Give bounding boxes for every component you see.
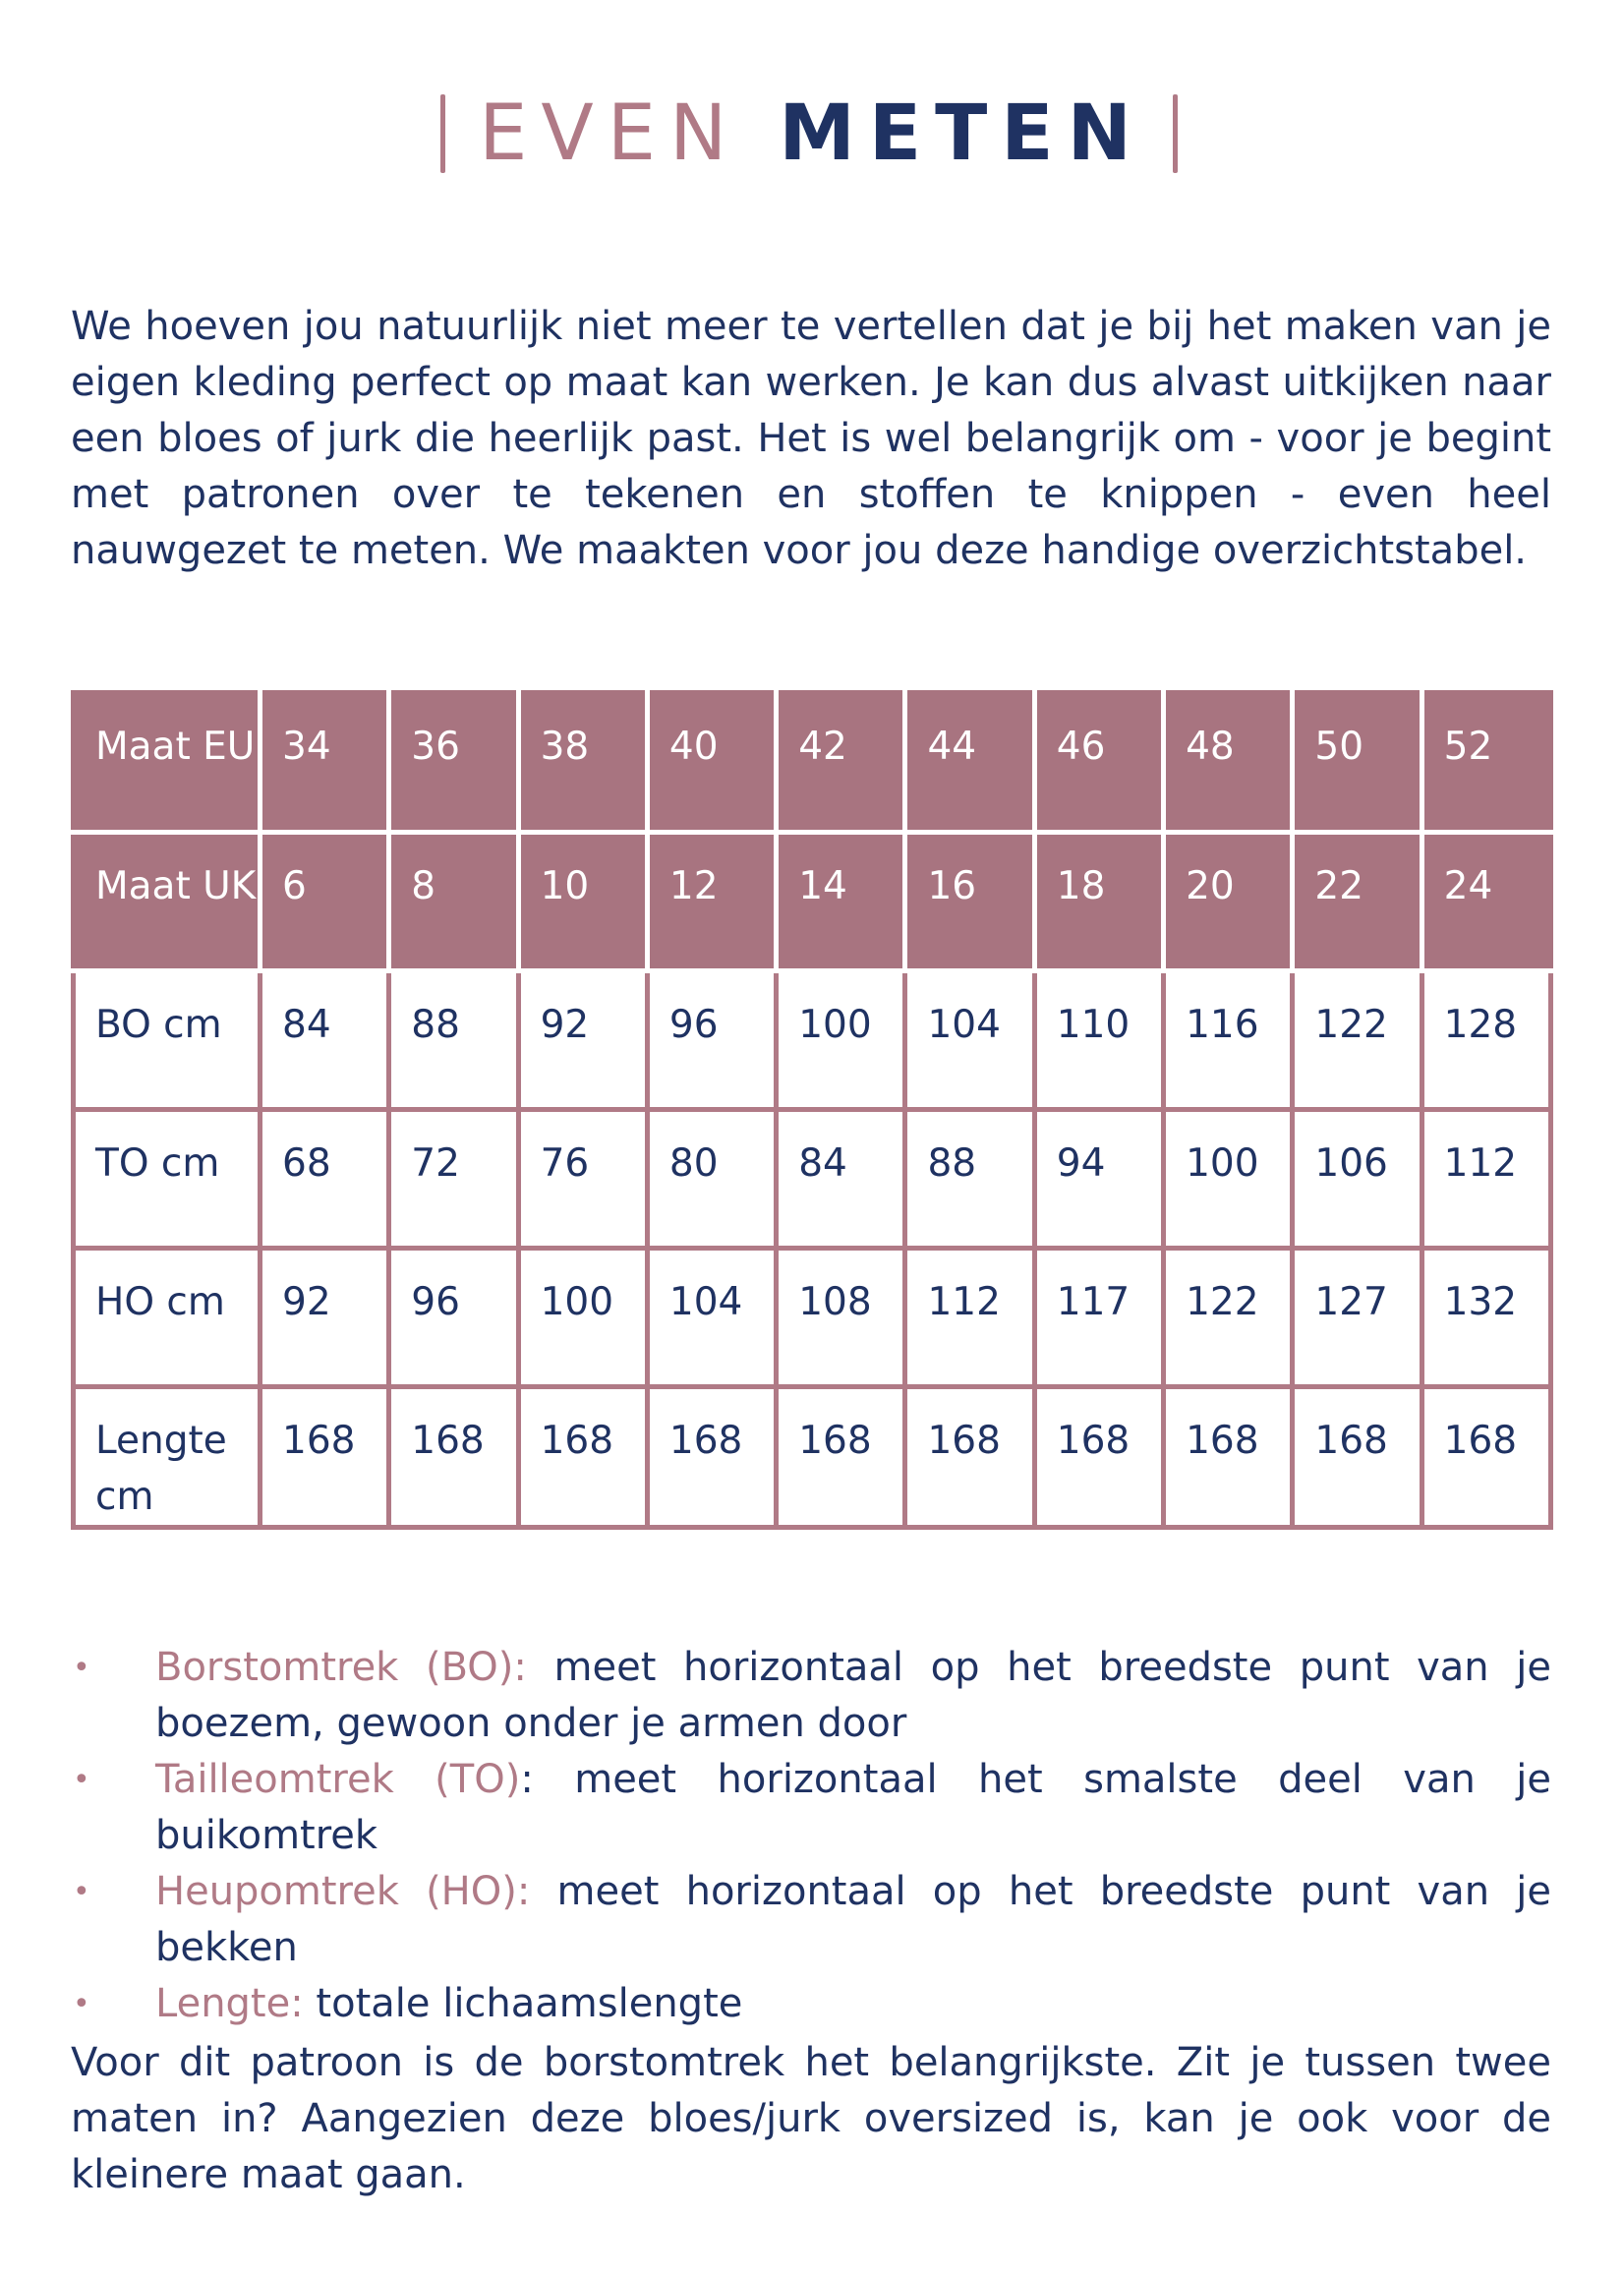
row-label-cell: HO cm <box>74 1249 261 1387</box>
table-cell: 100 <box>777 971 905 1110</box>
table-cell: 168 <box>261 1387 389 1528</box>
table-cell: 16 <box>905 833 1034 971</box>
bullet-text: meet horizontaal op het breedste punt van je bekken <box>155 1869 1552 1970</box>
table-cell: 72 <box>389 1110 518 1249</box>
table-cell: 108 <box>777 1249 905 1387</box>
table-cell: 110 <box>1034 971 1163 1110</box>
table-cell: 20 <box>1164 833 1293 971</box>
table-cell: 168 <box>518 1387 647 1528</box>
table-cell: 94 <box>1034 1110 1163 1249</box>
table-cell: 52 <box>1421 693 1550 833</box>
table-cell: 44 <box>905 693 1034 833</box>
table-cell: 18 <box>1034 833 1163 971</box>
table-cell: 40 <box>647 693 776 833</box>
list-item <box>71 1752 1551 1864</box>
table-cell: 128 <box>1421 971 1550 1110</box>
title-divider-right <box>1173 94 1178 173</box>
list-item <box>71 1640 1551 1752</box>
table-cell: 88 <box>389 971 518 1110</box>
table-cell: 112 <box>905 1249 1034 1387</box>
table-cell: 14 <box>777 833 905 971</box>
list-item <box>71 1976 1551 2032</box>
title-part-meten: METEN <box>779 89 1145 178</box>
table-cell: 127 <box>1293 1249 1421 1387</box>
table-cell: 6 <box>261 833 389 971</box>
table-cell: 92 <box>261 1249 389 1387</box>
table-cell: 168 <box>1293 1387 1421 1528</box>
table-cell: 100 <box>1164 1110 1293 1249</box>
table-row <box>74 1249 1551 1387</box>
bullet-text: totale lichaamslengte <box>303 1981 743 2026</box>
table-cell: 88 <box>905 1110 1034 1249</box>
table-cell: 104 <box>905 971 1034 1110</box>
bullet-icon: • <box>73 1651 90 1685</box>
table-cell: 76 <box>518 1110 647 1249</box>
bullet-icon: • <box>73 1987 90 2021</box>
table-row <box>74 833 1551 971</box>
table-cell: 46 <box>1034 693 1163 833</box>
table-row <box>74 1110 1551 1249</box>
table-cell: 96 <box>647 971 776 1110</box>
intro-paragraph: We hoeven jou natuurlijk niet meer te vertellen dat je bij het maken van je eigen kleding perfect op maat kan werken. Je kan dus alvast uitkijken naar een bloes of jurk die heerlijk past. Het is wel belangrijk om - voor je begint met patronen over te tekenen en stoffen te knippen - even heel nauwgezet te meten. We maakten voor jou deze handige overzichtstabel. <box>71 304 1551 573</box>
table-cell: 36 <box>389 693 518 833</box>
table-cell: 168 <box>389 1387 518 1528</box>
table-row <box>74 693 1551 833</box>
table-cell: 168 <box>905 1387 1034 1528</box>
bullet-icon: • <box>73 1763 90 1797</box>
table-cell: 92 <box>518 971 647 1110</box>
bullet-term: Heupomtrek (HO): <box>155 1869 531 1914</box>
page-header <box>0 88 1624 177</box>
table-cell: 117 <box>1034 1249 1163 1387</box>
table-cell: 122 <box>1164 1249 1293 1387</box>
table-cell: 38 <box>518 693 647 833</box>
table-cell: 122 <box>1293 971 1421 1110</box>
table-cell: 24 <box>1421 833 1550 971</box>
row-label-cell: Lengte cm <box>74 1387 261 1528</box>
table-row <box>74 1387 1551 1528</box>
table-cell: 132 <box>1421 1249 1550 1387</box>
bullet-term: Tailleomtrek (TO) <box>155 1757 521 1802</box>
table-cell: 168 <box>647 1387 776 1528</box>
bullet-text: meet horizontaal op het breedste punt van je boezem, gewoon onder je armen door <box>155 1645 1552 1746</box>
page-title <box>0 88 1624 179</box>
table-cell: 116 <box>1164 971 1293 1110</box>
row-label-cell: TO cm <box>74 1110 261 1249</box>
bullet-term: Borstomtrek (BO): <box>155 1645 527 1690</box>
list-item <box>71 1864 1551 1976</box>
table-cell: 168 <box>1421 1387 1550 1528</box>
bullet-icon: • <box>73 1875 90 1909</box>
row-label-cell: BO cm <box>74 971 261 1110</box>
table-cell: 34 <box>261 693 389 833</box>
table-cell: 42 <box>777 693 905 833</box>
table-row <box>74 971 1551 1110</box>
table-cell: 168 <box>1164 1387 1293 1528</box>
table-cell: 106 <box>1293 1110 1421 1249</box>
table-cell: 8 <box>389 833 518 971</box>
table-cell: 50 <box>1293 693 1421 833</box>
table-cell: 84 <box>261 971 389 1110</box>
table-cell: 68 <box>261 1110 389 1249</box>
table-cell: 80 <box>647 1110 776 1249</box>
table-cell: 22 <box>1293 833 1421 971</box>
bullet-term: Lengte: <box>155 1981 304 2026</box>
table-cell: 104 <box>647 1249 776 1387</box>
table-cell: 168 <box>777 1387 905 1528</box>
table-cell: 168 <box>1034 1387 1163 1528</box>
closing-paragraph: Voor dit patroon is de borstomtrek het belangrijkste. Zit je tussen twee maten in? Aangezien deze bloes/jurk oversized is, kan je ook voor de kleinere maat gaan. <box>71 2040 1551 2197</box>
table-cell: 100 <box>518 1249 647 1387</box>
measurement-list <box>71 1640 1551 2032</box>
row-label-cell: Maat UK <box>74 833 261 971</box>
table-cell: 112 <box>1421 1110 1550 1249</box>
table-cell: 48 <box>1164 693 1293 833</box>
title-part-even: EVEN <box>479 89 741 178</box>
row-label-cell: Maat EU <box>74 693 261 833</box>
table-cell: 96 <box>389 1249 518 1387</box>
table-cell: 12 <box>647 833 776 971</box>
size-table <box>71 690 1553 1530</box>
bullet-text: : meet horizontaal het smalste deel van je buikomtrek <box>155 1757 1551 1858</box>
table-cell: 10 <box>518 833 647 971</box>
table-cell: 84 <box>777 1110 905 1249</box>
